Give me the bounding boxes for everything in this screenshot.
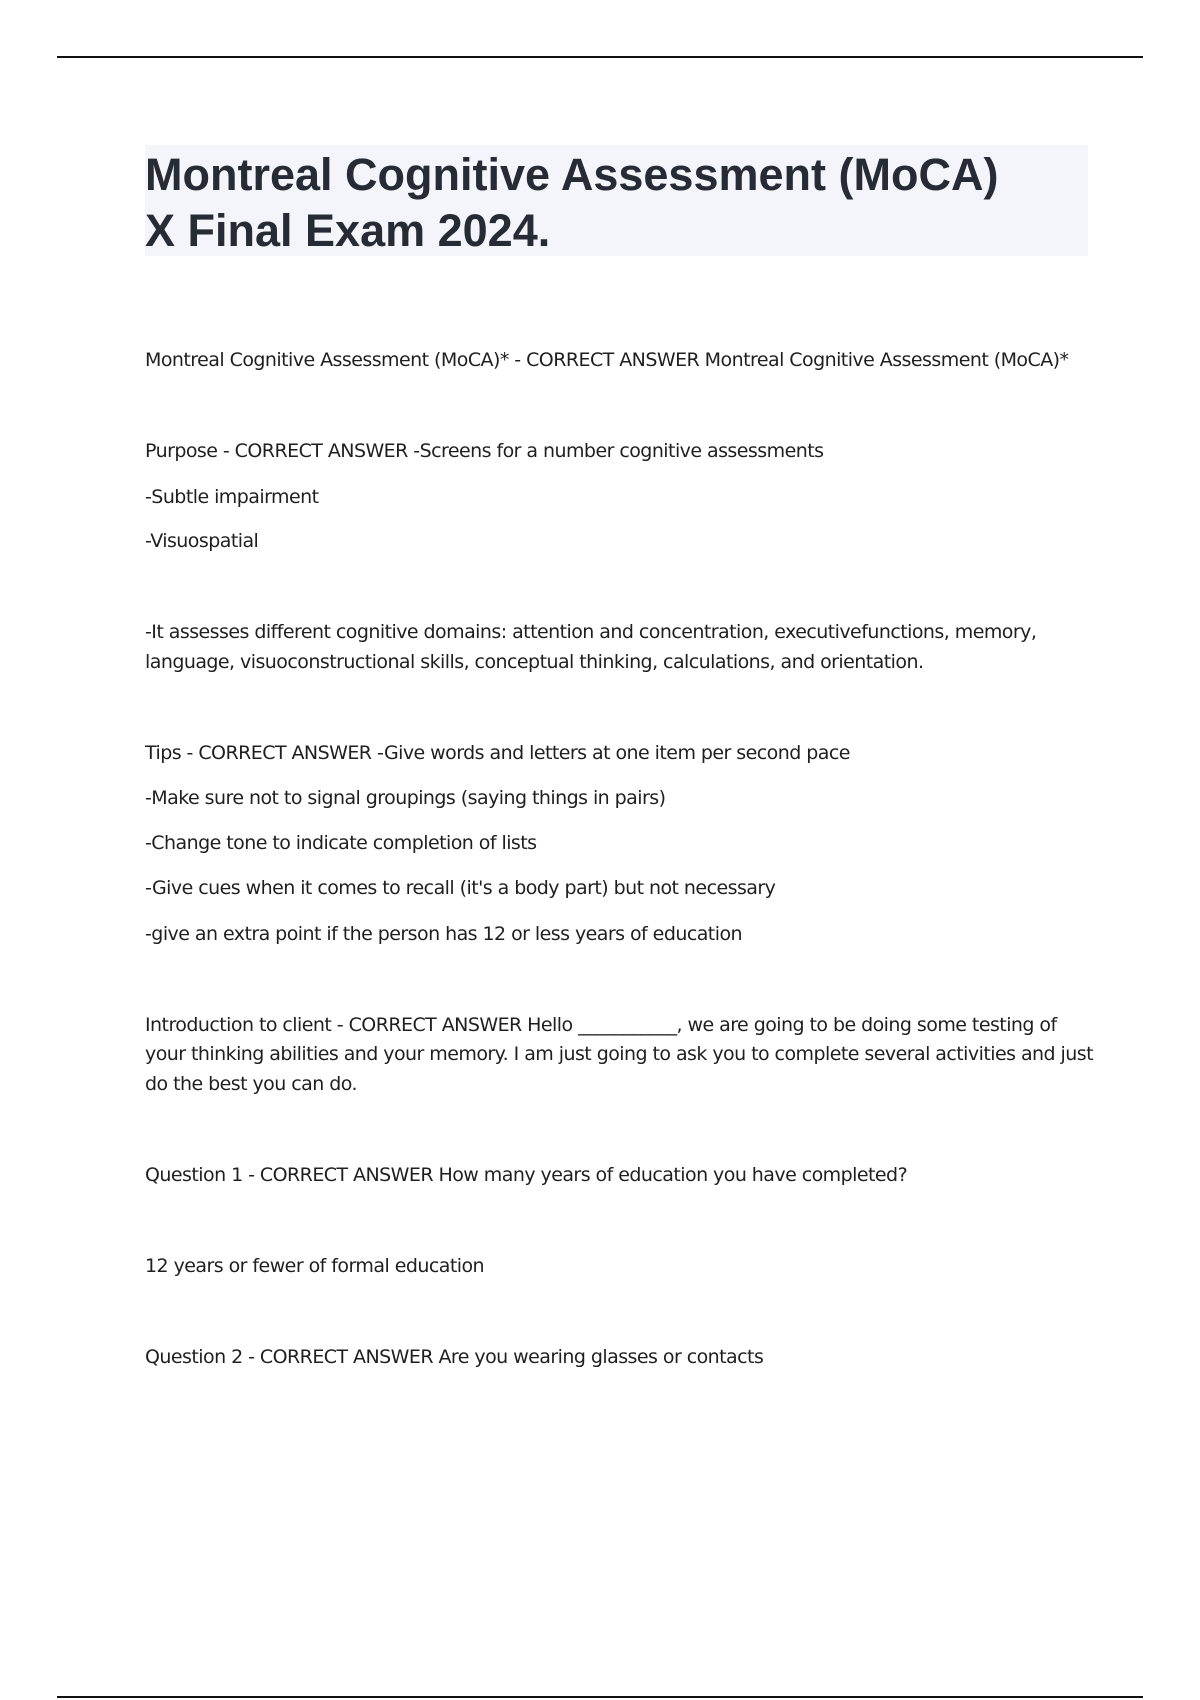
title-banner	[145, 145, 1088, 256]
bottom-rule	[57, 1696, 1143, 1698]
entry-question-1: Question 1 - CORRECT ANSWER How many years of education you have completed?	[145, 1164, 908, 1186]
purpose-bullet-visuospatial: -Visuospatial	[145, 530, 259, 552]
tips-bullet-cues: -Give cues when it comes to recall (it's a body part) but not necessary	[145, 877, 776, 899]
purpose-domains-line-1: -It assesses different cognitive domains: attention and concentration, executivefunctions, memory,	[145, 621, 1037, 643]
entry-purpose: Purpose - CORRECT ANSWER -Screens for a number cognitive assessments	[145, 440, 824, 462]
entry-tips: Tips - CORRECT ANSWER -Give words and letters at one item per second pace	[145, 742, 850, 764]
entry-moca-definition: Montreal Cognitive Assessment (MoCA)* - CORRECT ANSWER Montreal Cognitive Assessment (MoCA)*	[145, 349, 1069, 371]
page-title-line-2: X Final Exam 2024.	[145, 205, 551, 256]
page-title-line-1: Montreal Cognitive Assessment (MoCA)	[145, 149, 999, 200]
purpose-bullet-subtle-impairment: -Subtle impairment	[145, 486, 319, 508]
tips-bullet-extra-point: -give an extra point if the person has 12 or less years of education	[145, 923, 743, 945]
entry-introduction-line-3: do the best you can do.	[145, 1073, 357, 1095]
tips-bullet-groupings: -Make sure not to signal groupings (saying things in pairs)	[145, 787, 666, 809]
question-1-answer: 12 years or fewer of formal education	[145, 1255, 485, 1277]
top-rule	[57, 56, 1143, 58]
entry-introduction-line-1: Introduction to client - CORRECT ANSWER Hello ___________, we are going to be doing some testing of	[145, 1014, 1057, 1036]
purpose-domains-line-2: language, visuoconstructional skills, conceptual thinking, calculations, and orientation.	[145, 651, 924, 673]
entry-question-2: Question 2 - CORRECT ANSWER Are you wearing glasses or contacts	[145, 1346, 764, 1368]
entry-introduction-line-2: your thinking abilities and your memory. I am just going to ask you to complete several activities and just	[145, 1043, 1093, 1065]
tips-bullet-tone: -Change tone to indicate completion of lists	[145, 832, 537, 854]
